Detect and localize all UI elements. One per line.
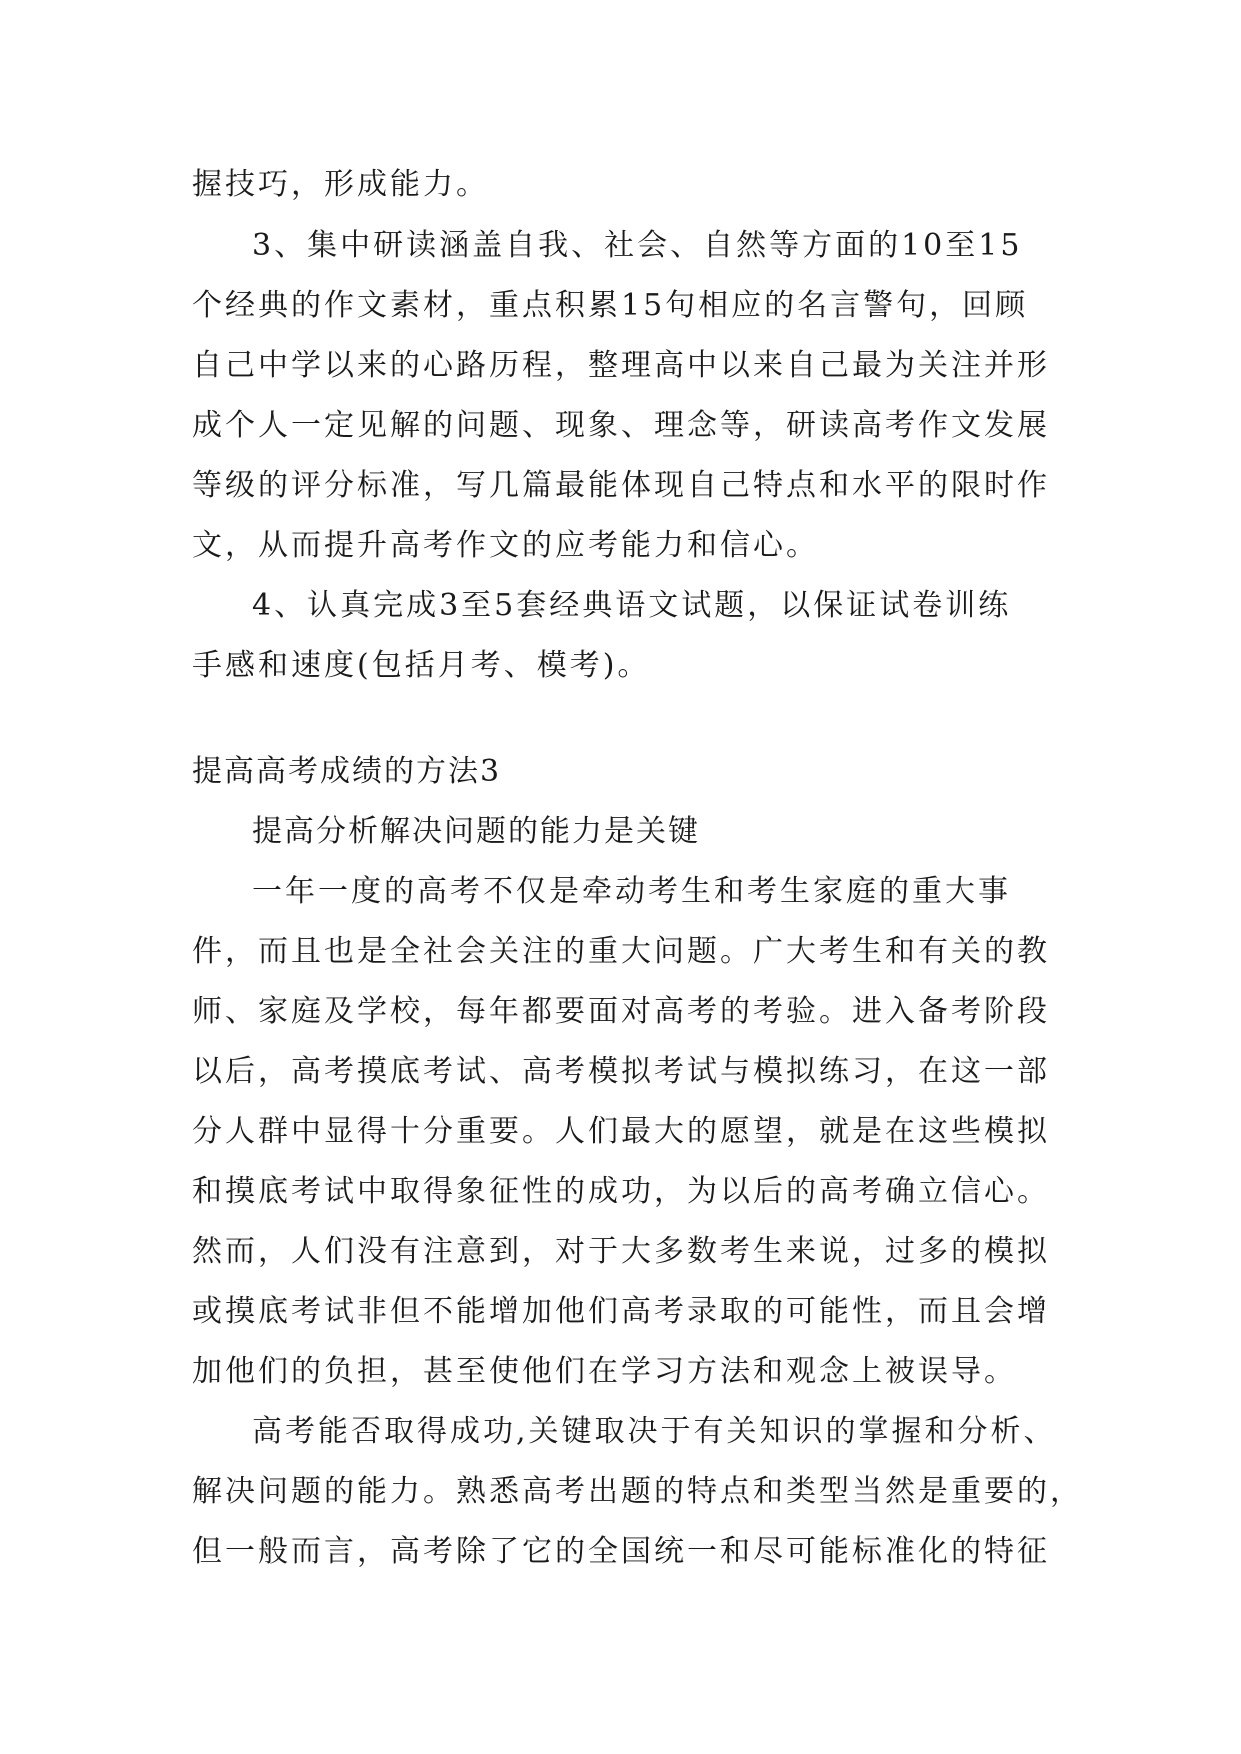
paragraph-line: 个经典的作文素材，重点积累15句相应的名言警句，回顾	[192, 288, 1029, 323]
paragraph-line: 和摸底考试中取得象征性的成功，为以后的高考确立信心。	[192, 1174, 1050, 1209]
paragraph-line: 但一般而言，高考除了它的全国统一和尽可能标准化的特征	[192, 1534, 1050, 1569]
paragraph-line: 然而，人们没有注意到，对于大多数考生来说，过多的模拟	[192, 1234, 1050, 1269]
paragraph-line: 握技巧，形成能力。	[192, 167, 489, 202]
paragraph-line: 加他们的负担，甚至使他们在学习方法和观念上被误导。	[192, 1354, 1017, 1389]
paragraph-line: 师、家庭及学校，每年都要面对高考的考验。进入备考阶段	[192, 994, 1050, 1029]
paragraph-line: 以后，高考摸底考试、高考模拟考试与模拟练习，在这一部	[192, 1054, 1050, 1089]
paragraph-line: 4、认真完成3至5套经典语文试题，以保证试卷训练	[252, 588, 1012, 623]
paragraph-line: 或摸底考试非但不能增加他们高考录取的可能性，而且会增	[192, 1294, 1050, 1329]
paragraph-line: 高考能否取得成功,关键取决于有关知识的掌握和分析、	[252, 1414, 1057, 1449]
section-subheading: 提高分析解决问题的能力是关键	[252, 814, 700, 849]
paragraph-line: 分人群中显得十分重要。人们最大的愿望，就是在这些模拟	[192, 1114, 1050, 1149]
paragraph-line: 等级的评分标准，写几篇最能体现自己特点和水平的限时作	[192, 468, 1050, 503]
paragraph-line: 件，而且也是全社会关注的重大问题。广大考生和有关的教	[192, 934, 1050, 969]
paragraph-line: 3、集中研读涵盖自我、社会、自然等方面的10至15	[252, 228, 1023, 263]
section-heading: 提高高考成绩的方法3	[192, 754, 502, 789]
paragraph-line: 成个人一定见解的问题、现象、理念等，研读高考作文发展	[192, 408, 1050, 443]
paragraph-line: 文，从而提升高考作文的应考能力和信心。	[192, 528, 819, 563]
paragraph-line: 手感和速度(包括月考、模考)。	[192, 648, 651, 683]
paragraph-line: 自己中学以来的心路历程，整理高中以来自己最为关注并形	[192, 348, 1050, 383]
paragraph-line: 解决问题的能力。熟悉高考出题的特点和类型当然是重要的，	[192, 1474, 1083, 1509]
paragraph-line: 一年一度的高考不仅是牵动考生和考生家庭的重大事	[252, 874, 1011, 909]
